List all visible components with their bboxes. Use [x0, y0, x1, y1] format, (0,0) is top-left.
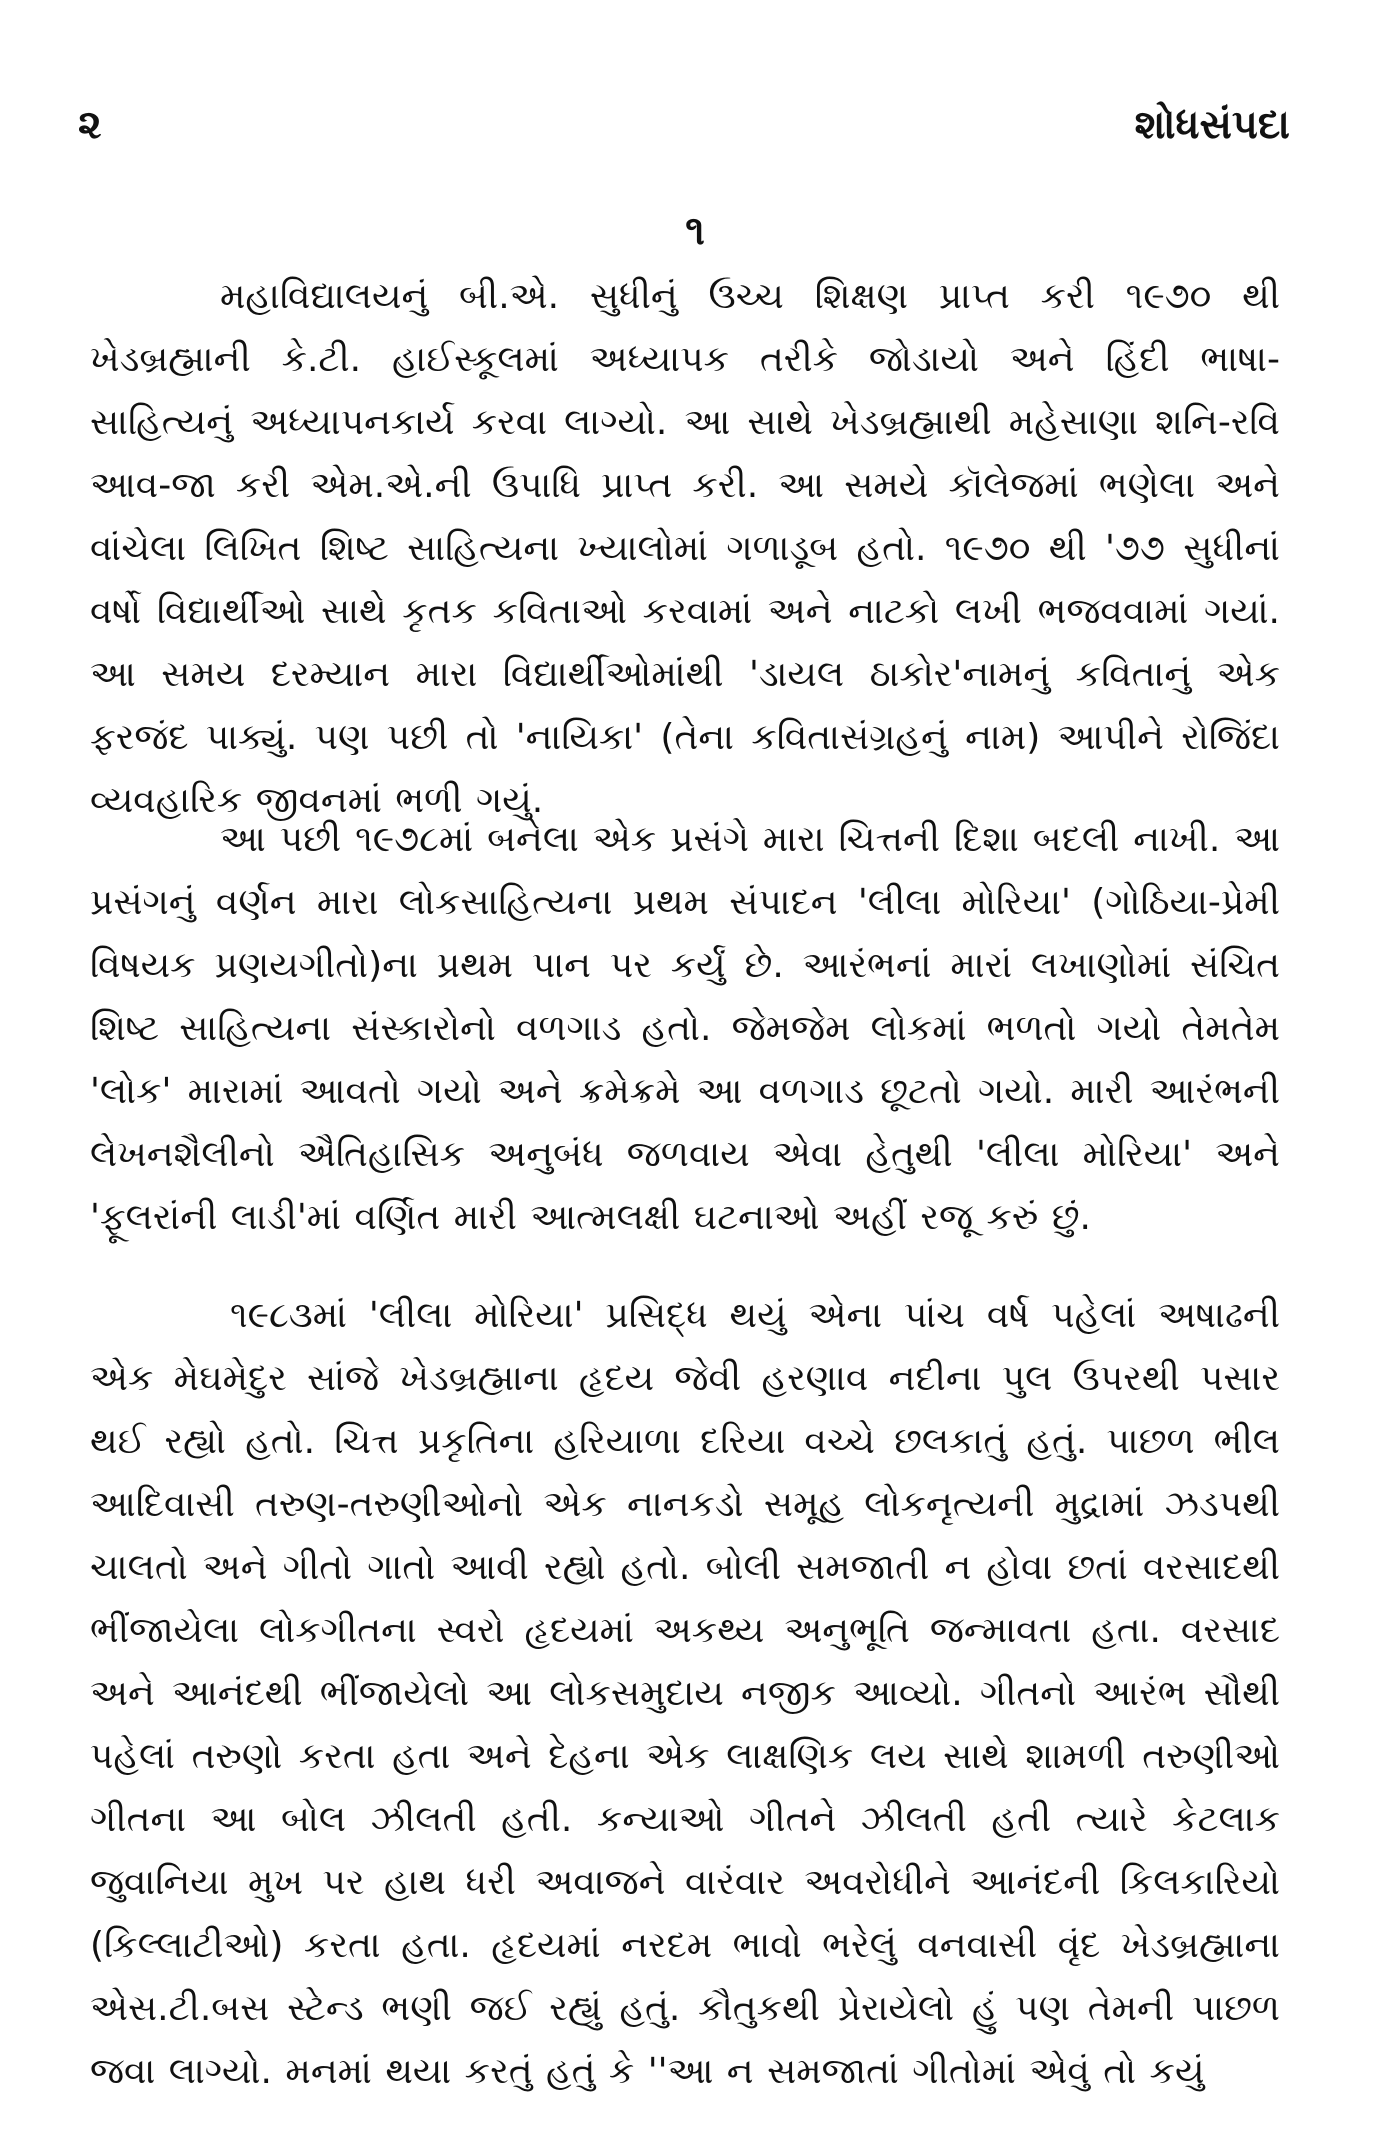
running-header — [78, 102, 1290, 162]
journal-title: શોધસંપદા — [1134, 102, 1290, 148]
paragraph-2: આ પછી ૧૯૭૮માં બનેલા એક પ્રસંગે મારા ચિત્તની દિશા બદલી નાખી. આ પ્રસંગનું વર્ણન મારા લોકસાહિત્યના પ્રથમ સંપાદન 'લીલા મોરિયા' (ગોઠિયા-પ્રેમી વિષયક પ્રણયગીતો)ના પ્રથમ પાન પર કર્યું છે. આરંભનાં મારાં લખાણોમાં સંચિત શિષ્ટ સાહિત્યના સંસ્કારોનો વળગાડ હતો. જેમજેમ લોકમાં ભળતો ગયો તેમતેમ 'લોક' મારામાં આવતો ગયો અને ક્રમેક્રમે આ વળગાડ છૂટતો ગયો. મારી આરંભની લેખનશૈલીનો ઐતિહાસિક અનુબંધ જળવાય એવા હેતુથી 'લીલા મોરિયા' અને 'ફૂલરાંની લાડી'માં વર્ણિત મારી આત્મલક્ષી ઘટનાઓ અહીં રજૂ કરું છું. — [90, 819, 1280, 1238]
section-number: ૧ — [685, 208, 705, 254]
paragraph-1: મહાવિદ્યાલયનું બી.એ. સુધીનું ઉચ્ચ શિક્ષણ પ્રાપ્ત કરી ૧૯૭૦ થી ખેડબ્રહ્માની કે.ટી. હાઈસ્કૂલમાં અધ્યાપક તરીકે જોડાયો અને હિંદી ભાષા-સાહિત્યનું અધ્યાપનકાર્ય કરવા લાગ્યો. આ સાથે ખેડબ્રહ્માથી મહેસાણા શનિ-રવિ આવ-જા કરી એમ.એ.ની ઉપાધિ પ્રાપ્ત કરી. આ સમયે કૉલેજમાં ભણેલા અને વાંચેલા લિખિત શિષ્ટ સાહિત્યના ખ્યાલોમાં ગળાડૂબ હતો. ૧૯૭૦ થી '૭૭ સુધીનાં વર્ષો વિદ્યાર્થીઓ સાથે કૃતક કવિતાઓ કરવામાં અને નાટકો લખી ભજવવામાં ગયાં. આ સમય દરમ્યાન મારા વિદ્યાર્થીઓમાંથી 'ડાયલ ઠાકોર'નામનું કવિતાનું એક ફરજંદ પાક્યું. પણ પછી તો 'નાયિકા' (તેના કવિતાસંગ્રહનું નામ) આપીને રોજિંદા વ્યવહારિક જીવનમાં ભળી ગયું. — [90, 276, 1280, 821]
paragraph-3: ૧૯૮૩માં 'લીલા મોરિયા' પ્રસિદ્ધ થયું એના પાંચ વર્ષ પહેલાં અષાઢની એક મેઘમેદુર સાંજે ખેડબ્રહ્માના હૃદય જેવી હરણાવ નદીના પુલ ઉપરથી પસાર થઈ રહ્યો હતો. ચિત્ત પ્રકૃતિના હરિયાળા દરિયા વચ્ચે છલકાતું હતું. પાછળ ભીલ આદિવાસી તરુણ-તરુણીઓનો એક નાનકડો સમૂહ લોકનૃત્યની મુદ્રામાં ઝડપથી ચાલતો અને ગીતો ગાતો આવી રહ્યો હતો. બોલી સમજાતી ન હોવા છતાં વરસાદથી ભીંજાયેલા લોકગીતના સ્વરો હૃદયમાં અકથ્ય અનુભૂતિ જન્માવતા હતા. વરસાદ અને આનંદથી ભીંજાયેલો આ લોકસમુદાય નજીક આવ્યો. ગીતનો આરંભ સૌથી પહેલાં તરુણો કરતા હતા અને દેહના એક લાક્ષણિક લય સાથે શામળી તરુણીઓ ગીતના આ બોલ ઝીલતી હતી. કન્યાઓ ગીતને ઝીલતી હતી ત્યારે કેટલાક જુવાનિયા મુખ પર હાથ ધરી અવાજને વારંવાર અવરોધીને આનંદની કિલકારિયો (કિલ્લાટીઓ) કરતા હતા. હૃદયમાં નરદમ ભાવો ભરેલું વનવાસી વૃંદ ખેડબ્રહ્માના એસ.ટી.બસ સ્ટેન્ડ ભણી જઈ રહ્યું હતું. કૌતુકથી પ્રેરાયેલો હું પણ તેમની પાછળ જવા લાગ્યો. મનમાં થયા કરતું હતું કે ''આ ન સમજાતાં ગીતોમાં એવું તો કયું — [90, 1295, 1280, 2092]
page-number: ૨ — [78, 102, 102, 148]
